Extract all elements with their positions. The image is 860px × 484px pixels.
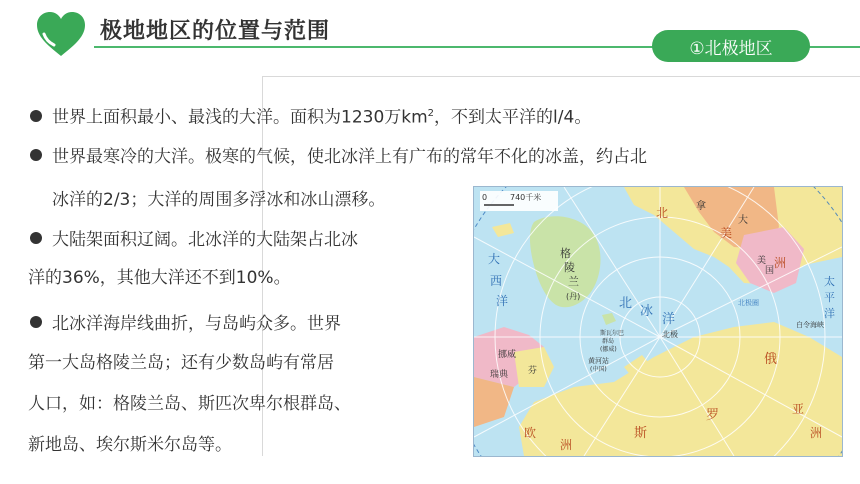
map-label-asia-1: 亚: [792, 402, 805, 416]
heart-icon: [36, 12, 86, 58]
bullet-point-1: 世界上面积最小、最浅的大洋。面积为1230万$km^2$，不到太平洋的l/4。: [30, 103, 591, 129]
map-label-greenland-3: 兰: [568, 275, 579, 288]
page-title: 极地地区的位置与范围: [100, 19, 331, 44]
map-label-na-3: 洲: [774, 256, 787, 270]
map-label-pacific-3: 洋: [824, 307, 835, 320]
map-label-greenland-1: 格: [560, 247, 571, 260]
bullet-dot: [30, 232, 42, 244]
map-label-canada-1: 拿: [696, 201, 706, 212]
map-label-atlantic-2: 西: [490, 274, 503, 288]
map-label-europe-1: 欧: [524, 426, 537, 440]
map-label-greenland-2: 陵: [564, 261, 575, 274]
map-label-canada-2: 大: [738, 215, 748, 226]
map-label-usa-2: 国: [765, 266, 775, 276]
map-label-russia-2: 罗: [706, 408, 720, 423]
bullet-point-4-line2: 第一大岛格陵兰岛；还有少数岛屿有常居: [28, 353, 334, 373]
map-label-greenland-4: (丹): [566, 292, 581, 301]
bullet-point-3-continued: 洋的36%，其他大洋还不到10%。: [28, 268, 291, 288]
bullet-point-2: 世界最寒冷的大洋。极寒的气候，使北冰洋上有广布的常年不化的冰盖，约占北: [30, 146, 647, 168]
bullet-dot: [30, 110, 42, 122]
map-label-na-1: 北: [656, 206, 669, 220]
map-label-norway: 挪威: [498, 350, 517, 360]
bullet-point-4: 北冰洋海岸线曲折，与岛屿众多。世界: [30, 313, 341, 335]
map-scale-zero: 0: [482, 193, 488, 202]
map-label-asia-2: 洲: [810, 426, 823, 440]
section-badge: ①北极地区: [652, 30, 810, 62]
map-label-europe-2: 洲: [560, 438, 573, 452]
map-label-north-pole: 北极: [662, 330, 678, 339]
arctic-map-svg: [474, 187, 842, 456]
map-label-na-2: 美: [720, 226, 733, 240]
map-label-sweden: 瑞典: [490, 370, 509, 380]
map-label-arctic-3: 洋: [662, 312, 676, 327]
bullet-point-4-line4: 新地岛、埃尔斯米尔岛等。: [28, 435, 232, 455]
map-label-svalbard-1: 斯瓦尔巴: [600, 330, 625, 337]
bullet-dot: [30, 316, 42, 328]
russia-landmass: [519, 322, 842, 456]
bullet-dot: [30, 149, 42, 161]
map-label-finland: 芬: [528, 366, 538, 376]
map-label-arctic-1: 北: [619, 296, 633, 311]
map-label-yellow-river-station: 黄河站: [588, 357, 609, 365]
bullet-point-2-continued: 冰洋的2/3；大洋的周围多浮冰和冰山漂移。: [52, 190, 386, 210]
map-label-atlantic-3: 洋: [496, 294, 509, 308]
map-label-pacific-2: 平: [824, 291, 835, 304]
map-scale-label: 740千米: [510, 193, 542, 202]
map-label-bering: 白令海峡: [796, 321, 824, 329]
map-label-svalbard-3: (挪威): [600, 346, 617, 353]
divider-horizontal: [262, 76, 860, 77]
map-label-yellow-river-cn: (中国): [590, 366, 607, 373]
arctic-map: [473, 186, 843, 457]
bullet-point-4-line3: 人口，如：格陵兰岛、斯匹次卑尔根群岛、: [28, 394, 351, 414]
map-label-pacific-1: 太: [824, 275, 835, 288]
map-label-arctic-2: 冰: [640, 304, 654, 319]
map-label-russia-3: 斯: [634, 426, 648, 441]
map-label-atlantic-1: 大: [488, 252, 501, 266]
map-label-usa-1: 美: [757, 256, 767, 266]
map-label-svalbard-2: 群岛: [602, 338, 615, 345]
map-label-russia-1: 俄: [764, 352, 778, 367]
map-label-arctic-circle: 北极圈: [738, 299, 759, 307]
svalbard: [602, 313, 616, 325]
bullet-point-3: 大陆架面积辽阔。北冰洋的大陆架占北冰: [30, 229, 358, 251]
iceland: [492, 223, 514, 237]
